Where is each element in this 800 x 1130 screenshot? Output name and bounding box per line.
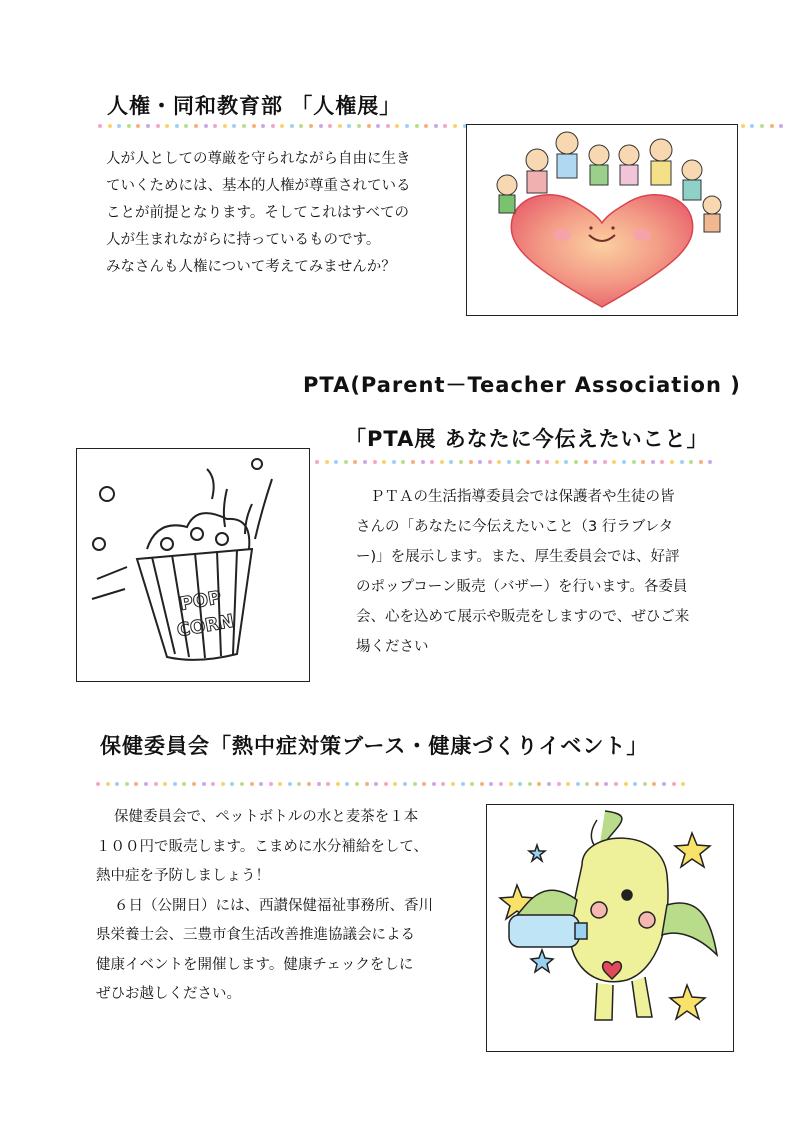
divider-dot [421, 460, 425, 464]
divider-dot [662, 782, 666, 786]
divider-dot [382, 460, 386, 464]
divider-dot [526, 460, 530, 464]
heart-illustration [466, 124, 738, 316]
divider-dot [182, 782, 186, 786]
divider-dot [230, 782, 234, 786]
divider-dot [741, 124, 745, 128]
section2-line: ＰＴＡの生活指導委員会では保護者や生徒の皆 [370, 489, 675, 505]
divider-dot [144, 782, 148, 786]
divider-dot [574, 460, 578, 464]
divider-dot [603, 460, 607, 464]
divider-dot [299, 124, 303, 128]
divider-dot [317, 782, 321, 786]
divider-dot [252, 124, 256, 128]
divider-dot [175, 124, 179, 128]
divider-dot [449, 460, 453, 464]
section3-line: 県栄養士会、三豊市食生活改善推進協議会による [96, 927, 415, 943]
section3-title: 保健委員会「熱中症対策ブース・健康づくりイベント」 [100, 734, 649, 758]
divider-dot [344, 460, 348, 464]
divider-dot [319, 124, 323, 128]
divider-dot [516, 460, 520, 464]
popcorn-illustration [76, 448, 310, 682]
divider-dot [440, 460, 444, 464]
divider-dot [470, 782, 474, 786]
divider-dot [269, 782, 273, 786]
divider-dot [309, 124, 313, 128]
divider-dot [192, 782, 196, 786]
divider-dot [566, 782, 570, 786]
divider-dot [363, 460, 367, 464]
divider-dot [643, 782, 647, 786]
divider-dot [469, 460, 473, 464]
divider-dot [338, 124, 342, 128]
section3-body [96, 803, 476, 1010]
divider-dot [413, 782, 417, 786]
divider-dot [489, 782, 493, 786]
divider-dot [386, 124, 390, 128]
divider-dot [507, 460, 511, 464]
divider-dot [633, 782, 637, 786]
divider-dot [125, 782, 129, 786]
divider-dot [392, 460, 396, 464]
popcorn-label-pop: POP [178, 587, 223, 616]
divider-dot [334, 460, 338, 464]
divider-dot [336, 782, 340, 786]
section2-title-line2: 「PTA展 あなたに今伝えたいこと」 [345, 427, 709, 451]
divider-dot [376, 124, 380, 128]
divider-dot [261, 124, 265, 128]
divider-dot [355, 782, 359, 786]
section1-line: 人が人としての尊厳を守られながら自由に生き [106, 151, 411, 167]
divider-dot [424, 124, 428, 128]
divider-dot [347, 124, 351, 128]
section1-line: 人が生まれながらに持っているものです。 [106, 232, 381, 248]
divider-dot [614, 782, 618, 786]
divider-dot [432, 782, 436, 786]
divider-dot [750, 124, 754, 128]
divider-dot [98, 124, 102, 128]
divider-dot [96, 782, 100, 786]
divider-dot [480, 782, 484, 786]
section3-line: ぜひお越しください。 [96, 986, 241, 1002]
section2-line: のポップコーン販売（バザー）を行います。各委員 [356, 579, 688, 595]
section2-line: ー)」を展示します。また、厚生委員会では、好評 [356, 549, 680, 565]
divider-dot [509, 782, 513, 786]
divider-dot [288, 782, 292, 786]
divider-dot [403, 782, 407, 786]
divider-dot [518, 782, 522, 786]
section1-title: 人権・同和教育部 「人権展」 [107, 94, 402, 118]
divider-dot [453, 124, 457, 128]
divider-dot [374, 782, 378, 786]
section2-title-line1: PTA(Parent－Teacher Association ) [303, 373, 741, 397]
divider-dot [278, 782, 282, 786]
section3-line: 保健委員会で、ペットボトルの水と麦茶を１本 [114, 809, 419, 825]
divider-dot [555, 460, 559, 464]
section1-body [106, 146, 466, 281]
divider-dot [297, 782, 301, 786]
divider-dot [488, 460, 492, 464]
divider-dot [240, 782, 244, 786]
divider-dot [499, 782, 503, 786]
divider-dot [478, 460, 482, 464]
divider-dot [459, 460, 463, 464]
mascot-illustration [486, 804, 734, 1052]
section3-line: 健康イベントを開催します。健康チェックをしに [96, 956, 414, 973]
divider-dot [146, 124, 150, 128]
divider-dot [536, 460, 540, 464]
divider-dot [250, 782, 254, 786]
divider-dot [443, 124, 447, 128]
divider-dot [585, 782, 589, 786]
divider-dot [373, 460, 377, 464]
divider-dot [415, 124, 419, 128]
divider-dot [156, 124, 160, 128]
divider-dot [232, 124, 236, 128]
divider-dot [393, 782, 397, 786]
section1-line: ことが前提となります。そしてこれはすべての [106, 205, 410, 221]
divider-dot [576, 782, 580, 786]
divider-dot [760, 124, 764, 128]
divider-dot [173, 782, 177, 786]
section1-line: みなさんも人権について考えてみませんか？ [106, 259, 396, 275]
section2-line: 場ください [356, 639, 429, 655]
section2-dotted-divider [315, 458, 725, 466]
divider-dot [271, 124, 275, 128]
divider-dot [537, 782, 541, 786]
divider-dot [136, 124, 140, 128]
divider-dot [194, 124, 198, 128]
divider-dot [165, 124, 169, 128]
divider-dot [367, 124, 371, 128]
divider-dot [134, 782, 138, 786]
divider-dot [328, 124, 332, 128]
divider-dot [117, 124, 121, 128]
section1-line: ていくためには、基本的人権が尊重されている [106, 178, 411, 194]
divider-dot [528, 782, 532, 786]
divider-dot [405, 124, 409, 128]
divider-dot [204, 124, 208, 128]
divider-dot [595, 782, 599, 786]
divider-dot [672, 782, 676, 786]
divider-dot [154, 782, 158, 786]
divider-dot [115, 782, 119, 786]
divider-dot [622, 460, 626, 464]
divider-dot [223, 124, 227, 128]
divider-dot [670, 460, 674, 464]
divider-dot [422, 782, 426, 786]
popcorn-label-corn: CORN [175, 610, 236, 642]
divider-dot [106, 782, 110, 786]
divider-dot [307, 782, 311, 786]
divider-dot [441, 782, 445, 786]
divider-dot [612, 460, 616, 464]
divider-dot [357, 124, 361, 128]
divider-dot [564, 460, 568, 464]
divider-dot [593, 460, 597, 464]
divider-dot [584, 460, 588, 464]
divider-dot [384, 782, 388, 786]
divider-dot [211, 782, 215, 786]
divider-dot [624, 782, 628, 786]
divider-dot [401, 460, 405, 464]
divider-dot [127, 124, 131, 128]
divider-dot [689, 460, 693, 464]
divider-dot [184, 124, 188, 128]
divider-dot [259, 782, 263, 786]
divider-dot [604, 782, 608, 786]
divider-dot [699, 460, 703, 464]
section3-line: ６日（公開日）には、西讃保健福祉事務所、香川 [114, 897, 433, 914]
divider-dot [651, 460, 655, 464]
divider-dot [345, 782, 349, 786]
divider-dot [461, 782, 465, 786]
divider-dot [434, 124, 438, 128]
divider-dot [557, 782, 561, 786]
divider-dot [213, 124, 217, 128]
divider-dot [632, 460, 636, 464]
divider-dot [395, 124, 399, 128]
popcorn-icon [77, 449, 309, 681]
section2-line: 会、心を込めて展示や販売をしますので、ぜひご来 [356, 609, 690, 625]
section2-line: さんの「あなたに今伝えたいこと（3 行ラブレタ [356, 519, 674, 535]
divider-dot [163, 782, 167, 786]
divider-dot [430, 460, 434, 464]
divider-dot [411, 460, 415, 464]
divider-dot [325, 460, 329, 464]
divider-dot [545, 460, 549, 464]
divider-dot [353, 460, 357, 464]
divider-dot [660, 460, 664, 464]
divider-dot [202, 782, 206, 786]
divider-dot [547, 782, 551, 786]
divider-dot [770, 124, 774, 128]
mascot-drinking-water-icon [487, 805, 733, 1051]
divider-dot [779, 124, 783, 128]
divider-dot [280, 124, 284, 128]
section2-body [356, 482, 726, 662]
divider-dot [108, 124, 112, 128]
section3-dotted-divider [96, 780, 698, 788]
divider-dot [681, 782, 685, 786]
divider-dot [497, 460, 501, 464]
divider-dot [680, 460, 684, 464]
section3-line: 熱中症を予防しましょう！ [96, 868, 270, 884]
divider-dot [652, 782, 656, 786]
divider-dot [221, 782, 225, 786]
divider-dot [641, 460, 645, 464]
divider-dot [451, 782, 455, 786]
divider-dot [315, 460, 319, 464]
divider-dot [242, 124, 246, 128]
divider-dot [365, 782, 369, 786]
divider-dot [708, 460, 712, 464]
heart-with-children-icon [467, 125, 737, 315]
section3-line: １００円で販売します。こまめに水分補給をして、 [96, 838, 429, 855]
divider-dot [326, 782, 330, 786]
divider-dot [290, 124, 294, 128]
